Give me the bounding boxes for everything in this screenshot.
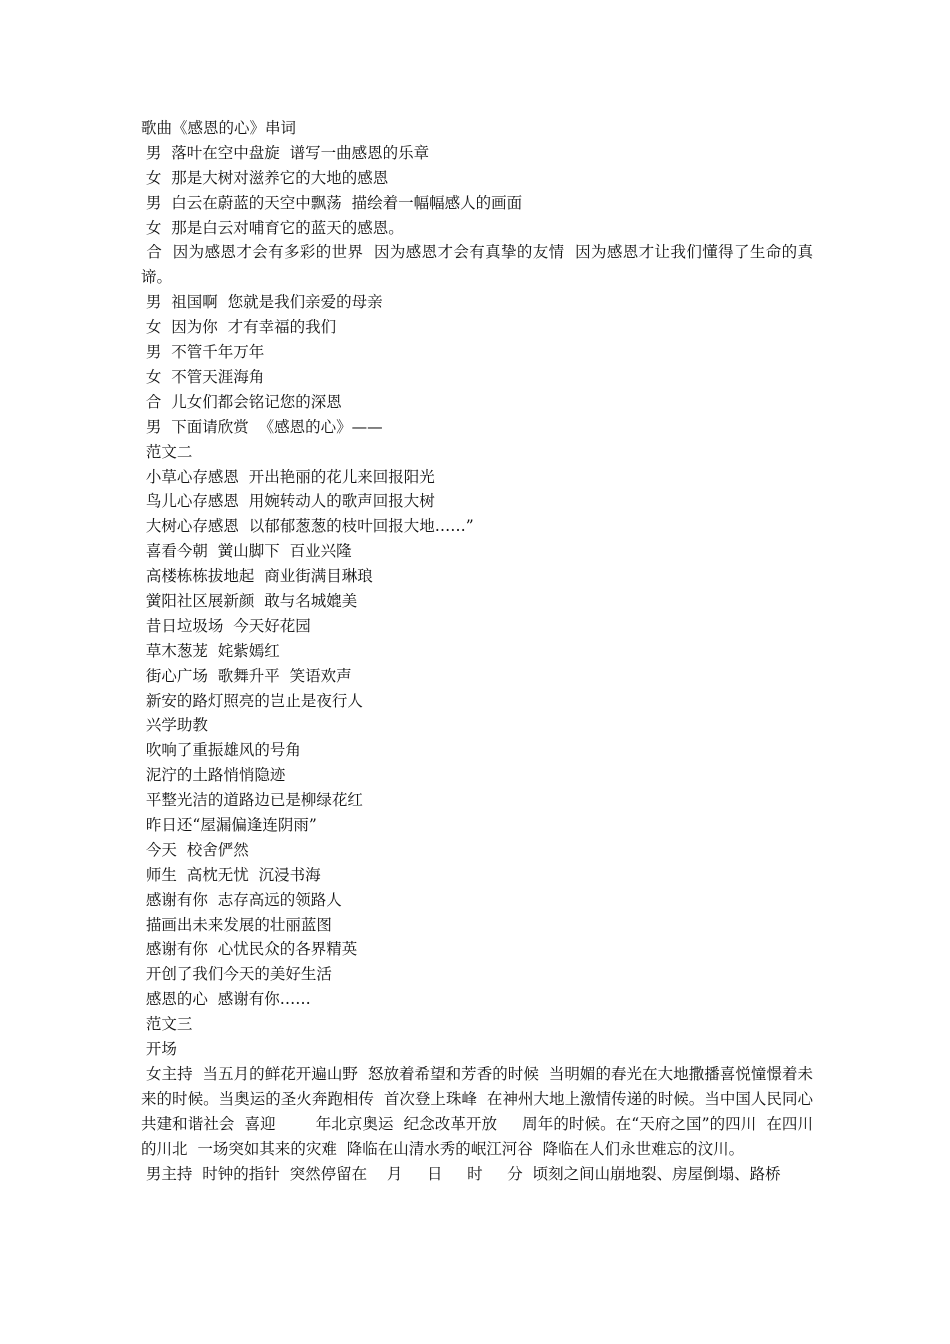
text-line: 黉阳社区展新颜 敢与名城媲美	[141, 591, 358, 610]
text-line: 街心广场 歌舞升平 笑语欢声	[141, 666, 352, 685]
text-line: 感谢有你 志存高远的领路人	[141, 890, 342, 909]
text-line: 昨日还“屋漏偏逢连阴雨”	[141, 815, 317, 834]
text-line: 感谢有你 心忧民众的各界精英	[141, 940, 358, 959]
text-line: 大树心存感恩 以郁郁葱葱的枝叶回报大地……”	[141, 517, 474, 536]
text-line: 新安的路灯照亮的岂止是夜行人	[141, 691, 363, 710]
text-line: 描画出未来发展的壮丽蓝图	[141, 915, 332, 934]
section-heading: 范文二	[141, 442, 193, 461]
text-line: 男 下面请欣赏 《感恩的心》——	[141, 417, 383, 436]
text-line: 感恩的心 感谢有你……	[141, 990, 311, 1009]
text-line: 开场	[141, 1039, 177, 1058]
text-line: 高楼栋栋拔地起 商业街满目琳琅	[141, 567, 373, 586]
text-line: 喜看今朝 黉山脚下 百业兴隆	[141, 542, 352, 561]
text-line: 吹响了重振雄风的号角	[141, 741, 301, 760]
text-line: 草木葱茏 姹紫嫣红	[141, 641, 280, 660]
text-line: 小草心存感恩 开出艳丽的花儿来回报阳光	[141, 467, 435, 486]
text-line: 合 儿女们都会铭记您的深恩	[141, 392, 342, 411]
document-title: 歌曲《感恩的心》串词	[141, 119, 297, 137]
text-line: 开创了我们今天的美好生活	[141, 965, 332, 984]
text-line: 师生 高枕无忧 沉浸书海	[141, 865, 321, 884]
text-paragraph: 合 因为感恩才会有多彩的世界 因为感恩才会有真挚的友情 因为感恩才让我们懂得了生命的真谛。	[141, 243, 813, 287]
section-heading: 范文三	[141, 1015, 193, 1034]
text-line: 昔日垃圾场 今天好花园	[141, 616, 311, 635]
text-line: 兴学助教	[141, 716, 208, 735]
text-line: 男 落叶在空中盘旋 谱写一曲感恩的乐章	[141, 143, 430, 162]
text-line: 鸟儿心存感恩 用婉转动人的歌声回报大树	[141, 492, 435, 511]
text-line: 男主持 时钟的指针 突然停留在 月 日 时 分 顷刻之间山崩地裂、房屋倒塌、路桥	[141, 1164, 781, 1183]
text-line: 平整光洁的道路边已是柳绿花红	[141, 791, 363, 810]
document-body	[141, 116, 813, 1186]
text-paragraph: 女主持 当五月的鲜花开遍山野 怒放着希望和芳香的时候 当明媚的春光在大地撒播喜悦憧憬着未来的时候。当奥运的圣火奔跑相传 首次登上珠峰 在神州大地上激情传递的时候。当中国人民同心共建和谐社会 喜迎 年北京奥运 纪念改革开放 周年的时候。在“天府之国”的四川 在四川的川北 一场突如其来的灾难 降临在山清水秀的岷江河谷 降临在人们永世难忘的汶川。	[141, 1064, 813, 1158]
text-line: 女 那是白云对哺育它的蓝天的感恩。	[141, 218, 404, 237]
text-line: 今天 校舍俨然	[141, 840, 249, 859]
text-line: 女 那是大树对滋养它的大地的感恩	[141, 168, 389, 187]
text-line: 女 因为你 才有幸福的我们	[141, 318, 337, 337]
text-line: 男 不管千年万年	[141, 343, 265, 362]
text-line: 男 祖国啊 您就是我们亲爱的母亲	[141, 293, 383, 312]
text-line: 男 白云在蔚蓝的天空中飘荡 描绘着一幅幅感人的画面	[141, 193, 523, 212]
text-line: 女 不管天涯海角	[141, 367, 265, 386]
text-line: 泥泞的土路悄悄隐迹	[141, 766, 286, 785]
